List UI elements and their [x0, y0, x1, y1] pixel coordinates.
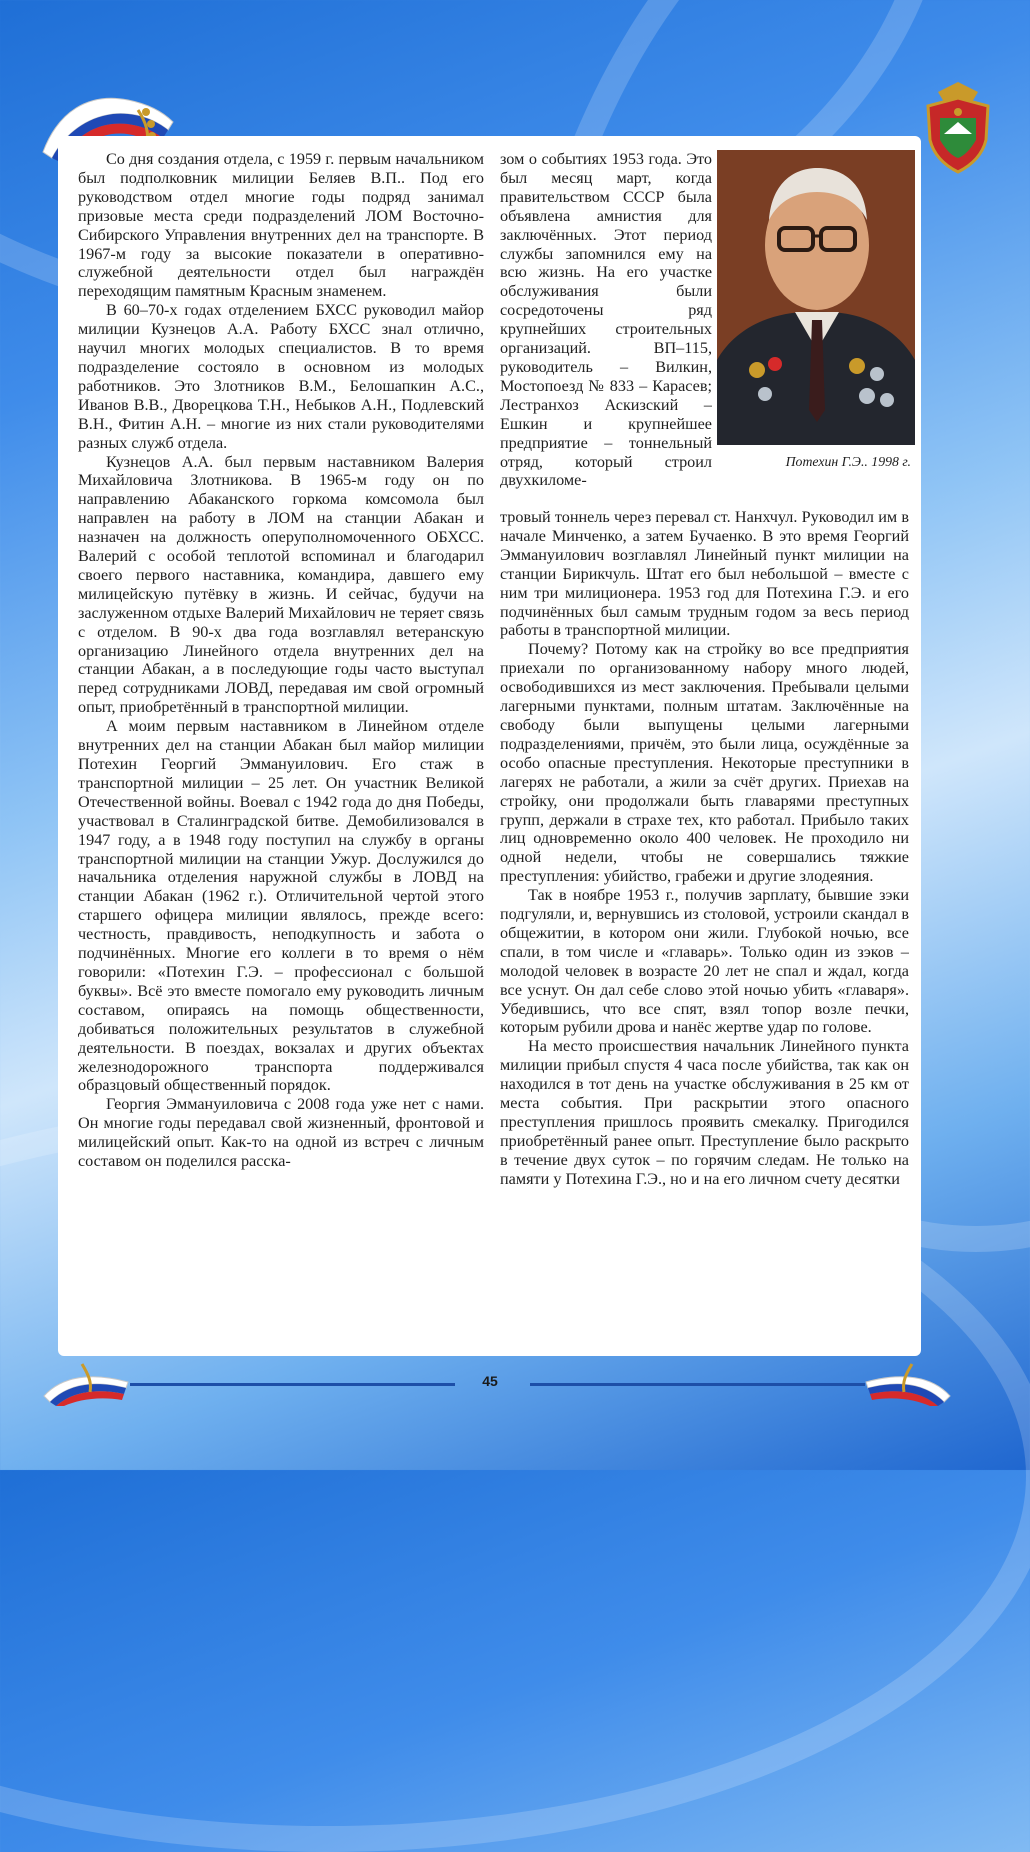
- footer-rule-left: [130, 1383, 455, 1386]
- text-column-beside-photo: [500, 150, 712, 510]
- paragraph: А моим первым наставником в Линейном отделе внутренних дел на станции Абакан был майор милиции Потехин Георгий Эммануилович. Его стаж в транспортной милиции – 25 лет. Он участник Великой Отечественной войны. Воевал с 1942 года до дня Победы, участвовал в Сталинградской битве. Демобилизовался в 1947 году, а в 1948 году поступил на службу в органы транспортной милиции на станции Ужур. Дослужился до начальника отделения наружной службы в ЛОВД на станции Абакан (1962 г.). Отличительной чертой этого старшего офицера милиции являлось, прежде всего: честность, правдивость, неподкупность и забота о подчинённых. Многие его коллеги в то время о нём говорили: «Потехин Г.Э. – профессионал с большой буквы». Всё это вместе помогало ему руководить личным составом, опираясь на помощь общественности, добиваться положительных результатов в служебной деятельности. В поездах, вокзалах и других объектах железнодорожного транспорта поддерживался образцовый общественный порядок.: [78, 717, 484, 1095]
- paragraph: Георгия Эммануиловича с 2008 года уже нет с нами. Он многие годы передавал свой жизненный, фронтовой и милицейский опыт. Как-то на одной из встреч с личным составом он поделился расска-: [78, 1095, 484, 1171]
- paragraph: зом о событиях 1953 года. Это был месяц март, когда правительством СССР была объявлена амнистия для заключённых. Этот период службы запомнился ему на всю жизнь. На его участке обслуживания были сосредоточены ряд крупнейших строительных организаций. ВП–115, руководитель – Вилкин, Мостопоезд № 833 – Карасев; Лестранхоз Аскизский – Ешкин и крупнейшее предприятие – тоннельный отряд, который строил двухкиломе-: [500, 150, 712, 490]
- page-number: 45: [482, 1373, 498, 1389]
- flag-ribbon-bottom-left: [42, 1356, 132, 1406]
- paragraph: Кузнецов А.А. был первым наставником Валерия Михайловича Злотникова. В 1965-м году он по направлению Абаканского горкома комсомола был направлен на работу в ЛОМ на станции Абакан и назначен на должность оперуполномоченного ОБХСС. Валерий с особой теплотой вспоминал и благодарил своего первого наставника, командира, давшего ему милицейскую путёвку в жизнь. И сейчас, будучи на заслуженном отдыхе Валерий Михайлович не теряет связь с отделом. В 90-х два года возглавлял ветеранскую организацию Линейного отдела внутренних дел на станции Абакан, а в последующие годы часто выступал перед сотрудниками ЛОВД, передавая им свой огромный опыт, приобретённый в транспортной милиции.: [78, 452, 484, 717]
- portrait-illustration: [717, 150, 915, 445]
- paragraph: Со дня создания отдела, с 1959 г. первым начальником был подполковник милиции Беляев В.П.. Под его руководством отдел многие годы подряд занимал призовые места среди подразделений ЛОМ Восточно-Сибирского Управления внутренних дел на транспорте. В 1967-м году за высокие показатели в оперативно-служебной деятельности отдел был награждён переходящим памятным Красным знаменем.: [78, 150, 484, 301]
- paragraph: На место происшествия начальник Линейного пункта милиции прибыл спустя 4 часа после убийства, так как он находился в тот день на участке обслуживания в 25 км от места события. При раскрытии этого опасного преступления пришлось проявить смекалку. Пригодился приобретённый ранее опыт. Преступление было раскрыто в течение двух суток – по горячим следам. Не только на памяти у Потехина Г.Э., но и на его личном счету десятки: [500, 1037, 909, 1188]
- flag-ribbon-bottom-right: [862, 1356, 952, 1406]
- paragraph: В 60–70-х годах отделением БХСС руководил майор милиции Кузнецов А.А. Работу БХСС знал отлично, научил многих молодых специалистов. В то время подразделение состояло в основном из молодых работников. Это Злотников В.М., Белошапкин А.С., Иванов В.В., Дворецкова Т.Н., Небыков А.Н., Подлевский В.Н., Фитин А.Н. – многие из них стали руководителями разных служб отдела.: [78, 301, 484, 452]
- police-emblem: [918, 78, 998, 178]
- portrait-photo: [717, 150, 915, 445]
- photo-caption: Потехин Г.Э.. 1998 г.: [785, 454, 911, 469]
- text-column-left: [78, 150, 484, 1346]
- text-column-right: [500, 508, 909, 1346]
- footer-rule-right: [530, 1383, 865, 1386]
- paragraph: Так в ноябре 1953 г., получив зарплату, бывшие зэки подгуляли, и, вернувшись из столовой, устроили скандал в общежитии, в котором они жили. Глубокой ночью, все спали, в том числе и «главарь». Только один из зэков – молодой человек в возрасте 20 лет не спал и ждал, когда все уснут. Он дал себе слово этой ночью убить «главаря». Убедившись, что все спят, взял топор возле печки, которым рубили дрова и нанёс жертве удар по голове.: [500, 886, 909, 1037]
- paragraph: тровый тоннель через перевал ст. Нанхчул. Руководил им в начале Минченко, а затем Бучаенко. В это время Георгий Эммануилович возглавлял Линейный пункт милиции на станции Бирикчуль. Штат его был небольшой – вместе с ним три милиционера. 1953 год для Потехина Г.Э. и его подчинённых был самым трудным годом за весь период работы в транспортной милиции.: [500, 508, 909, 640]
- paragraph: Почему? Потому как на стройку во все предприятия приехали по организованному набору много людей, освободившихся из мест заключения. Пребывали целыми лагерными пунктами, полным штатам. Заключённые на свободу были выпущены целыми лагерными подразделениями, причём, это были лица, осуждённые за особо опасные преступления. Некоторые преступники в лагерях не работали, а жили за счёт других. Приехав на стройку, они продолжали быть главарями преступных групп, держали в страхе тех, кто работал. Прибыло таких лиц одновременно около 400 человек. Не проходило ни одной недели, чтобы не совершались тяжкие преступления: убийство, грабежи и другие злодеяния.: [500, 640, 909, 886]
